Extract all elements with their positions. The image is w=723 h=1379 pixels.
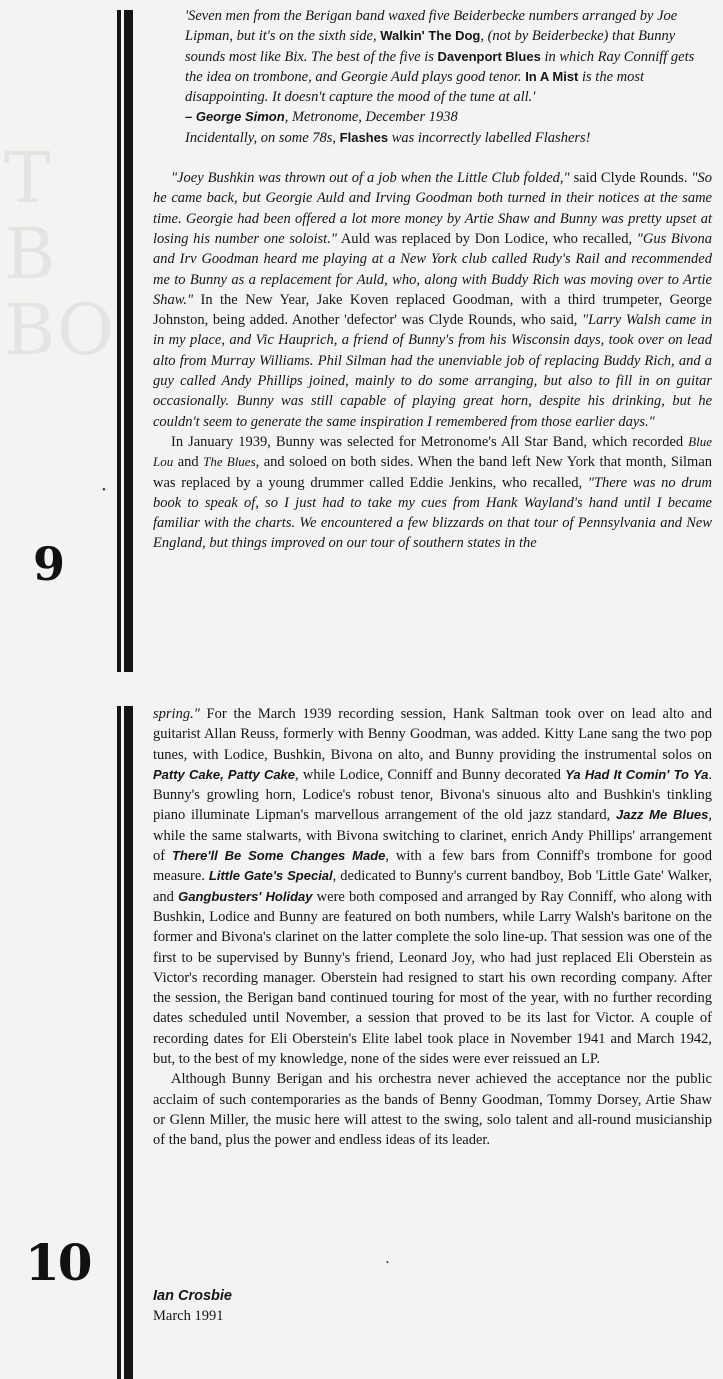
page-10-thin-rule xyxy=(117,706,121,1379)
page-9-paragraph-2: In January 1939, Bunny was selected for Metronome's All Star Band, which recorded Blue Lou and The Blues, and soloed on both sides. When the band left New York that month, Silman was replaced by a young drummer called Eddie Jenkins, who recalled, "There was no drum book to speak of, so I just had to take my cues from Hank Wayland's hand until I became familiar with the charts. We encountered a few blizzards on that tour of Pennsylvania and New England, but things improved on our tour of southern states in the xyxy=(153,433,712,552)
page-9-number: 9 xyxy=(33,537,66,591)
page-10-number: 10 xyxy=(25,1233,91,1292)
page-9-thin-rule xyxy=(117,10,121,672)
title-in-a-mist: In A Mist xyxy=(525,68,579,84)
title-walkin-the-dog: Walkin' The Dog xyxy=(380,28,481,44)
title-flashes: Flashes xyxy=(339,129,389,145)
page-mark: • xyxy=(102,484,106,496)
title-the-blues: The Blues xyxy=(203,454,256,470)
title-gangbusters-holiday: Gangbusters' Holiday xyxy=(178,888,313,904)
attribution-name: George Simon xyxy=(195,109,285,125)
signature-date: March 1991 xyxy=(153,1308,224,1325)
title-little-gates-special: Little Gate's Special xyxy=(208,868,333,884)
title-patty-cake: Patty Cake, Patty Cake xyxy=(153,766,296,782)
page-10-text xyxy=(153,704,712,1151)
page-10-thick-rule xyxy=(124,706,133,1379)
title-therell-be-some-changes-made: There'll Be Some Changes Made xyxy=(171,848,386,864)
title-davenport-blues: Davenport Blues xyxy=(437,48,541,64)
title-jazz-me-blues: Jazz Me Blues xyxy=(616,807,709,823)
flashes-note: Incidentally, on some 78s, Flashes was incorrectly labelled Flashers! xyxy=(185,129,591,146)
signature-block xyxy=(153,1286,232,1327)
bleed-through-text: T B BO xyxy=(4,137,115,371)
page-9-thick-rule xyxy=(124,10,133,672)
page-mark-dot: • xyxy=(386,1258,389,1267)
page-10-paragraph-2: Although Bunny Berigan and his orchestra never achieved the acceptance nor the public acclaim of such contemporaries as the bands of Benny Goodman, Tommy Dorsey, Artie Shaw or Glenn Miller, the music here will attest to the swing, solo talent and all-round musicianship of the band, plus the power and endless ideas of its leader. xyxy=(153,1071,712,1149)
simon-quote: 'Seven men from the Berigan band waxed five Beiderbecke numbers arranged by Joe Lipman, but it's on the sixth side, Walkin' The Dog, (not by Beiderbecke) that Bunny sounds most like Bix. The best of the five is Davenport Blues in which Ray Conniff gets the idea on trombone, and Georgie Auld plays good tenor. In A Mist is the most disappointing. It doesn't capture the mood of the tune at all.' xyxy=(185,8,695,106)
title-blue-lou: Blue Lou xyxy=(153,433,712,470)
page-9-paragraph-1: "Joey Bushkin was thrown out of a job when the Little Club folded," said Clyde Rounds. "So he came back, but Georgie Auld and Irving Goodman both turned in their notices at the same time. Georgie had been offered a lot more money by Artie Shaw and Bunny was pretty upset at losing his number one soloist." Auld was replaced by Don Lodice, who recalled, "Gus Bivona and Irv Goodman heard me playing at a New York club called Rudy's Rail and recommended me to Bunny as a replacement for Auld, who, along with Buddy Rich was moving over to Artie Shaw." In the New Year, Jake Koven replaced Goodman, with a third trumpeter, George Johnston, being added. Another 'defector' was Clyde Rounds, who said, "Larry Walsh came in in my place, and Vic Hauprich, a friend of Bunny's from his Wisconsin days, took over on lead alto from Murray Williams. Phil Silman had the unenviable job of replacing Buddy Rich, and a guy called Andy Phillips joined, mainly to do some arranging, but also to fill in on guitar occasionally. Bunny was still capable of playing great horn, despite his drinking, but he couldn't seem to generate the same inspiration I remembered from those earlier days." xyxy=(153,170,712,430)
page-10-paragraph-1: spring." For the March 1939 recording session, Hank Saltman took over on lead alto and guitarist Allan Reuss, formerly with Benny Goodman, was added. Kitty Lane sang the two pop tunes, with Lodice, Bushkin, Bivona on alto, and Bunny providing the instrumental solos on Patty Cake, Patty Cake, while Lodice, Conniff and Bunny decorated Ya Had It Comin' To Ya. Bunny's growling horn, Lodice's robust tenor, Bivona's sinuous alto and Bushkin's tinkling piano illuminate Lipman's marvellous arrangement of the old jazz standard, Jazz Me Blues, while the same stalwarts, with Bivona switching to clarinet, enrich Andy Phillips' arrangement of There'll Be Some Changes Made, with a few bars from Conniff's trombone for good measure. Little Gate's Special, dedicated to Bunny's current bandboy, Bob 'Little Gate' Walker, and Gangbusters' Holiday were both composed and arranged by Ray Conniff, who along with Bushkin, Lodice and Bunny are featured on both numbers, while Larry Walsh's baritone on the former and Bivona's clarinet on the latter complete the solo line-up. That session was one of the first to be supervised by Bunny's friend, Leonard Joy, who had just replaced Eli Oberstein as Victor's recording manager. Oberstein had resigned to start his own recording company. After the session, the Berigan band continued touring for most of the year, with no further recording dates scheduled until November, a session that proved to be its last for Victor. A couple of recording dates for Eli Oberstein's Elite label took place in November 1941 and March 1942, but, to the best of my knowledge, none of the sides were ever reissued an LP. xyxy=(153,706,713,1068)
author-name: Ian Crosbie xyxy=(153,1288,232,1304)
title-ya-had-it-comin: Ya Had It Comin' To Ya xyxy=(565,766,709,782)
page-9-text xyxy=(153,6,712,554)
quote-attribution: – George Simon, Metronome, December 1938 xyxy=(185,109,458,126)
